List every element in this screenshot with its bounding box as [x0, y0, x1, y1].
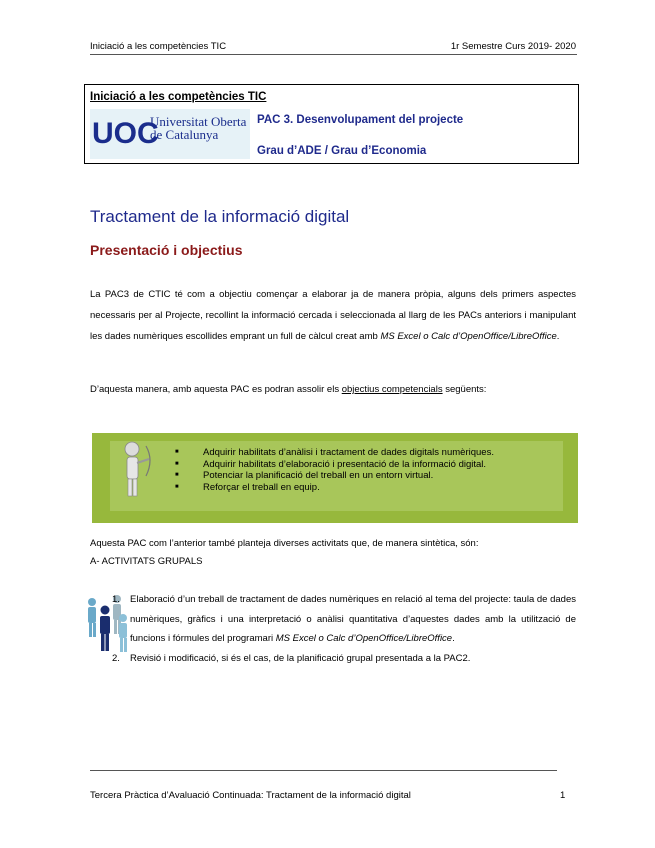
activities-label: A- ACTIVITATS GRUPALS [90, 556, 203, 567]
header-divider [90, 54, 577, 55]
uoc-mark: UOC [92, 117, 159, 150]
objectives-intro-before: D’aquesta manera, amb aquesta PAC es podran assolir els [90, 384, 342, 395]
uoc-line2: de Catalunya [150, 127, 219, 142]
intro-end: . [556, 331, 560, 342]
activity-text: Elaboració d’un treball de tractament de dades numèriques en relació al tema del projecte: taula de dades numèriques, gràfics i una interpretació o anàlisi quantitativa d’aquestes dades amb la utilització de funcions i fórmules del programari [130, 594, 576, 644]
objective-item: ■ Adquirir habilitats d’elaboració i presentació de la informació digital. [175, 459, 494, 471]
activity-text: Revisió i modificació, si és el cas, de la planificació grupal presentada a la PAC2. [130, 652, 471, 664]
objectives-intro [90, 379, 576, 400]
pac-title: PAC 3. Desenvolupament del projecte [257, 114, 464, 126]
header-left: Iniciació a les competències TIC [90, 41, 227, 52]
uoc-logo [90, 109, 250, 159]
activity-item [112, 649, 576, 669]
objective-item: ■ Adquirir habilitats d’anàlisi i tractament de dades digitals numèriques. [175, 447, 494, 459]
uoc-logo-graphic [90, 109, 250, 159]
activity-number: 1. [112, 594, 120, 605]
activity-italic: MS Excel o Calc d’OpenOffice/LibreOffice [275, 633, 453, 644]
intro-text: La PAC3 de CTIC té com a objectiu començar a elaborar ja de manera pròpia, alguns dels primers aspectes necessaris per al Projecte, recollint la informació cercada i seleccionada al llarg de les PACs anteriors i manipulant les dades numèriques escollides emprant un full de càlcul creat amb [90, 289, 576, 342]
activities-intro: Aquesta PAC com l’anterior també planteja diverses activitats que, de manera sintètica, són: [90, 538, 479, 549]
activity-item [112, 590, 576, 649]
activities-list [112, 590, 576, 668]
header-right: 1r Semestre Curs 2019- 2020 [450, 41, 576, 52]
section-heading: Tractament de la informació digital [90, 207, 350, 226]
archer-icon [120, 440, 154, 500]
objective-item: ■ Reforçar el treball en equip. [175, 482, 494, 494]
footer-divider [90, 770, 557, 771]
activity-number: 2. [112, 652, 120, 664]
objectives-intro-after: següents: [442, 384, 487, 395]
grau-title: Grau d’ADE / Grau d’Economia [257, 145, 427, 157]
footer-text: Tercera Pràctica d’Avaluació Continuada: Tractament de la informació digital [90, 790, 411, 801]
uoc-line1: Universitat Oberta [150, 114, 247, 129]
objectives-link[interactable]: objectius competencials [341, 384, 443, 395]
objectives-list [175, 447, 494, 493]
objective-item: ■ Potenciar la planificació del treball en un entorn virtual. [175, 470, 494, 482]
activity-end: . [452, 633, 455, 644]
intro-italic: MS Excel o Calc d’OpenOffice/LibreOffice [380, 331, 557, 342]
intro-paragraph [90, 284, 576, 347]
course-title: Iniciació a les competències TIC [90, 91, 267, 103]
page-number: 1 [560, 790, 566, 801]
section-subheading: Presentació i objectius [90, 242, 243, 258]
